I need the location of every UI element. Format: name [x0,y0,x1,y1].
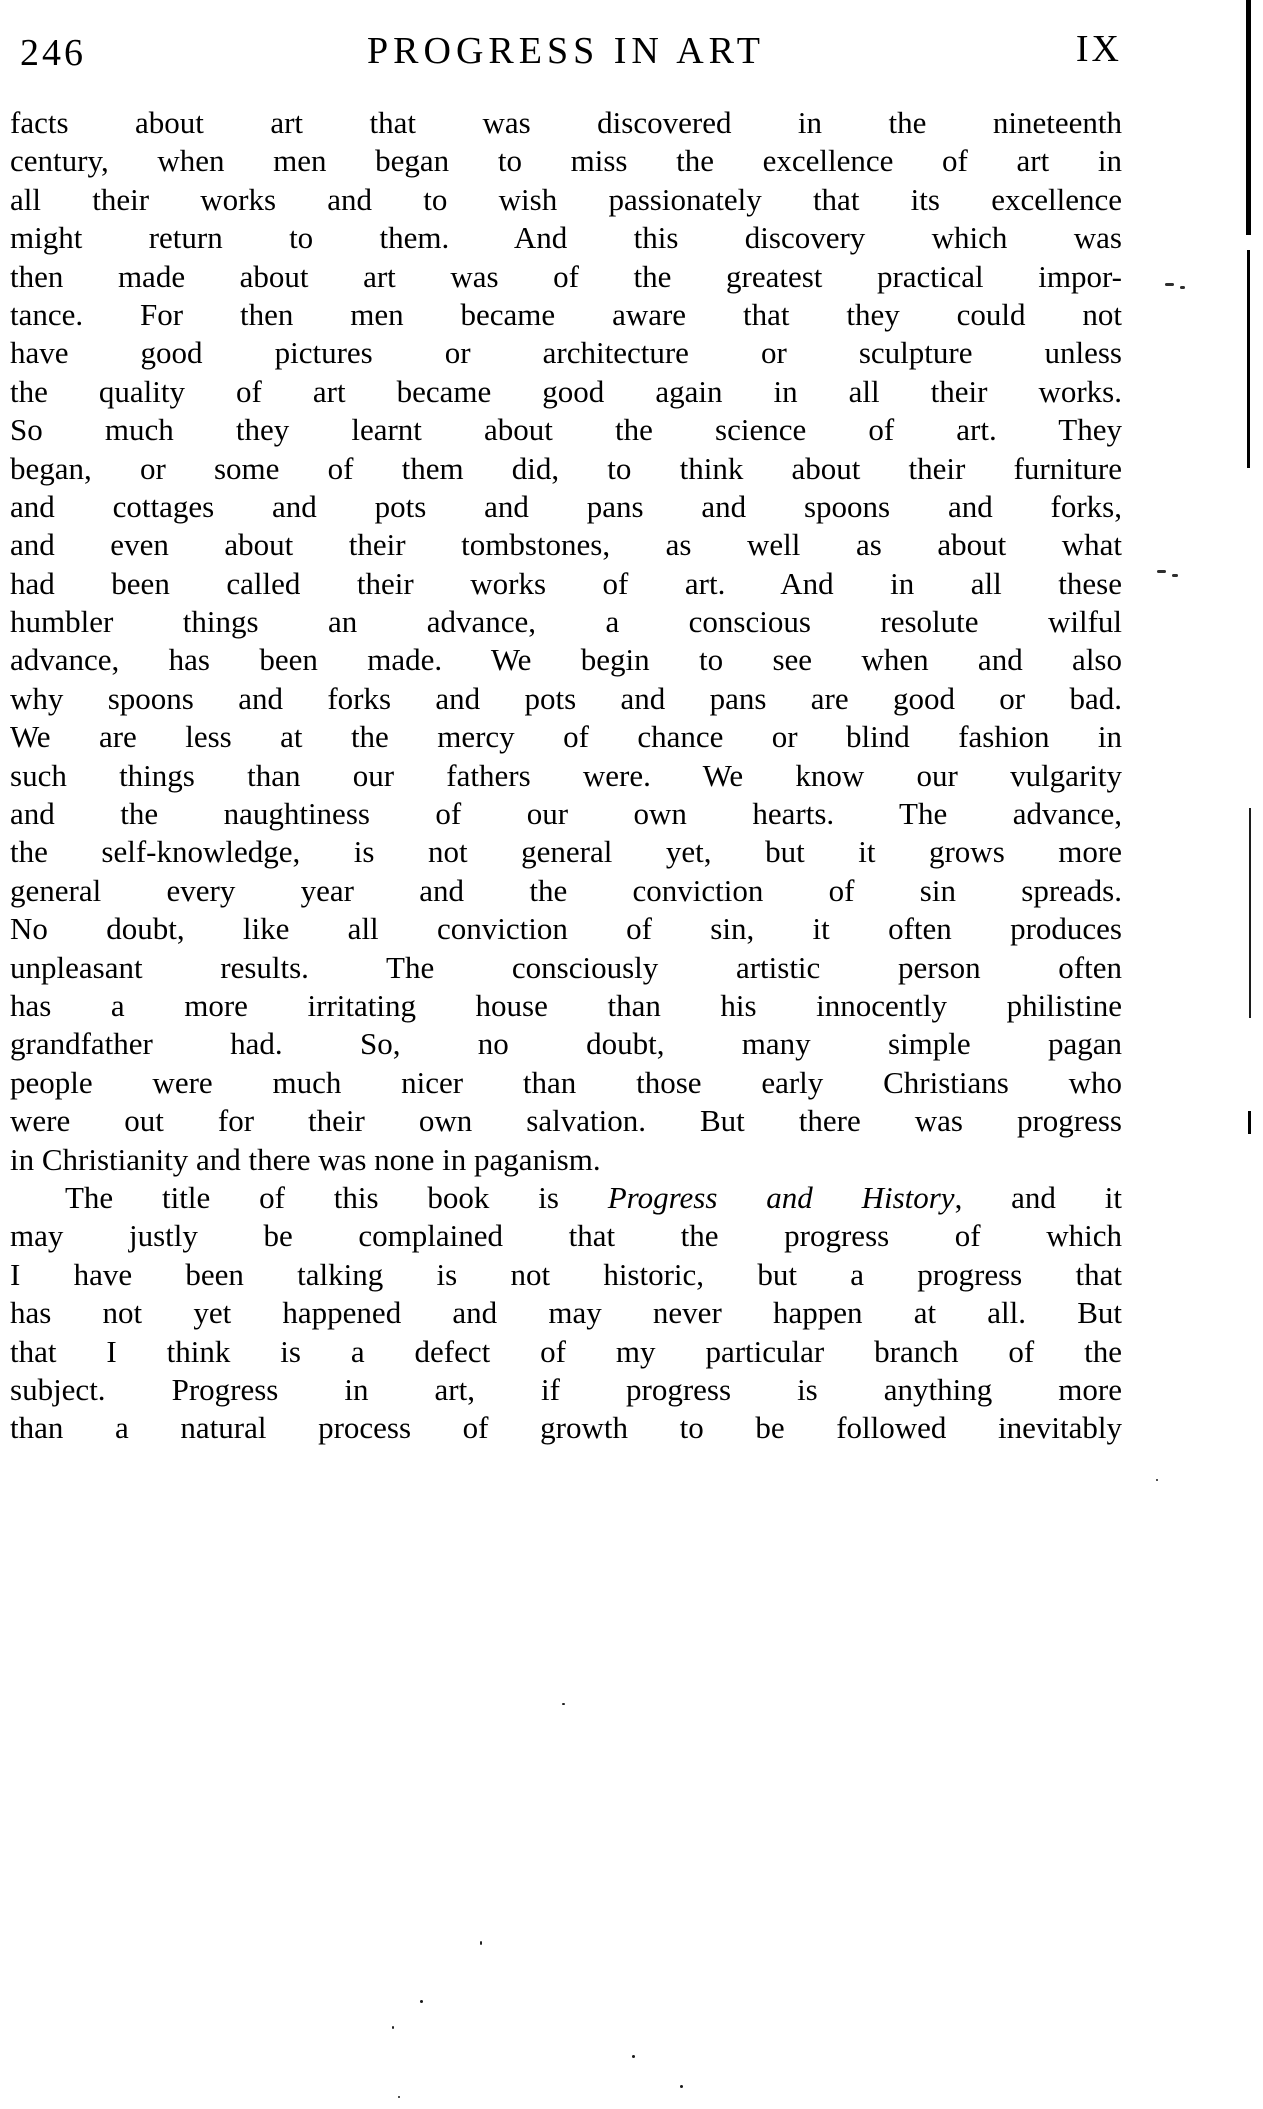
text-segment: , and it [954,1179,1122,1215]
text-segment: advance, has been made. We begin to see when and also [10,642,1122,678]
text-line [10,526,1122,564]
text-segment: might return to them. And this discovery which was [10,220,1122,256]
text-segment: century, when men began to miss the excellence of art in [10,143,1122,179]
scan-artifact-speck [480,1941,482,1945]
text-segment: had been called their works of art. And in all these [10,565,1122,601]
text-segment: people were much nicer than those early Christians who [10,1064,1122,1100]
text-line [10,680,1122,718]
text-segment: So much they learnt about the science of art. They [10,412,1122,448]
text-segment: and even about their tombstones, as well as about what [10,527,1122,563]
text-line [10,181,1122,219]
text-line [10,641,1122,679]
running-title: PROGRESS IN ART [367,30,765,72]
text-segment: and cottages and pots and pans and spoons and forks, [10,488,1122,524]
text-line [10,1217,1122,1255]
book-title-italic: Progress and History [607,1179,955,1215]
scan-artifact-speck [398,2096,400,2098]
text-segment: We are less at the mercy of chance or blind fashion in [10,719,1122,755]
text-segment: began, or some of them did, to think about their furniture [10,450,1122,486]
page-header [10,28,1122,74]
text-line [10,1179,1122,1217]
chapter-number: IX [1075,28,1122,70]
text-line [10,1064,1122,1102]
text-segment: I have been talking is not historic, but a progress that [10,1256,1122,1292]
text-line [10,411,1122,449]
text-segment: humbler things an advance, a conscious resolute wilful [10,604,1122,640]
text-line [10,1409,1122,1447]
scan-artifact-dash [1157,570,1166,573]
text-segment: has not yet happened and may never happen at all. But [10,1295,1122,1331]
text-line [10,757,1122,795]
text-segment: may justly be complained that the progress of which [10,1218,1122,1254]
scan-artifact-speck [680,2085,683,2088]
text-segment: have good pictures or architecture or sculpture unless [10,335,1122,371]
text-segment: all their works and to wish passionately that its excellence [10,181,1122,217]
text-line [10,1102,1122,1140]
text-segment: unpleasant results. The consciously artistic person often [10,949,1122,985]
scan-artifact-line [1246,0,1251,235]
text-line [10,104,1122,142]
text-line [10,1371,1122,1409]
text-line [10,1141,1122,1179]
text-line [10,296,1122,334]
scan-artifact-line [1247,250,1250,468]
text-line [10,334,1122,372]
text-segment: that I think is a defect of my particular branch of the [10,1333,1122,1369]
text-segment: such things than our fathers were. We know our vulgarity [10,757,1122,793]
text-line [10,1025,1122,1063]
text-segment: facts about art that was discovered in the nineteenth [10,105,1122,140]
text-line [10,910,1122,948]
text-line [10,565,1122,603]
text-line [10,795,1122,833]
scan-artifact-speck [420,2000,423,2003]
text-line [10,1333,1122,1371]
text-segment: grandfather had. So, no doubt, many simple pagan [10,1026,1122,1062]
text-line [10,949,1122,987]
text-segment: general every year and the conviction of sin spreads. [10,872,1122,908]
text-line [10,1294,1122,1332]
page-number: 246 [20,32,86,74]
text-line [10,450,1122,488]
text-line [10,603,1122,641]
text-line [10,488,1122,526]
scan-artifact-line [1248,1111,1251,1134]
text-line [10,872,1122,910]
scan-artifact-dash [1180,286,1185,289]
text-line [10,258,1122,296]
text-segment: why spoons and forks and pots and pans are good or bad. [10,680,1122,716]
text-segment: the self-knowledge, is not general yet, but it grows more [10,834,1122,870]
text-line [10,1256,1122,1294]
text-segment: were out for their own salvation. But there was progress [10,1103,1122,1139]
text-segment: and the naughtiness of our own hearts. The advance, [10,796,1122,832]
text-segment: then made about art was of the greatest practical impor- [10,258,1122,294]
text-segment: the quality of art became good again in all their works. [10,373,1122,409]
scan-artifact-speck [632,2055,635,2058]
text-line [10,219,1122,257]
text-line [10,718,1122,756]
text-segment: than a natural process of growth to be followed inevitably [10,1410,1122,1446]
text-line [10,987,1122,1025]
scan-artifact-speck [1156,1479,1158,1481]
text-segment: The title of this book is [65,1179,608,1215]
text-line [10,142,1122,180]
page-body-text [10,104,1122,1448]
text-segment: has a more irritating house than his innocently philistine [10,987,1122,1023]
scan-artifact-line [1249,808,1251,1018]
text-segment: in Christianity and there was none in paganism. [10,1141,601,1177]
scan-artifact-dash [1165,283,1174,286]
scan-artifact-speck [562,1703,565,1705]
scan-artifact-dash [1172,574,1178,577]
scan-artifact-speck [392,2026,394,2029]
text-line [10,373,1122,411]
text-line [10,833,1122,871]
text-segment: tance. For then men became aware that they could not [10,296,1122,332]
text-segment: No doubt, like all conviction of sin, it often produces [10,911,1122,947]
text-segment: subject. Progress in art, if progress is anything more [10,1371,1122,1407]
